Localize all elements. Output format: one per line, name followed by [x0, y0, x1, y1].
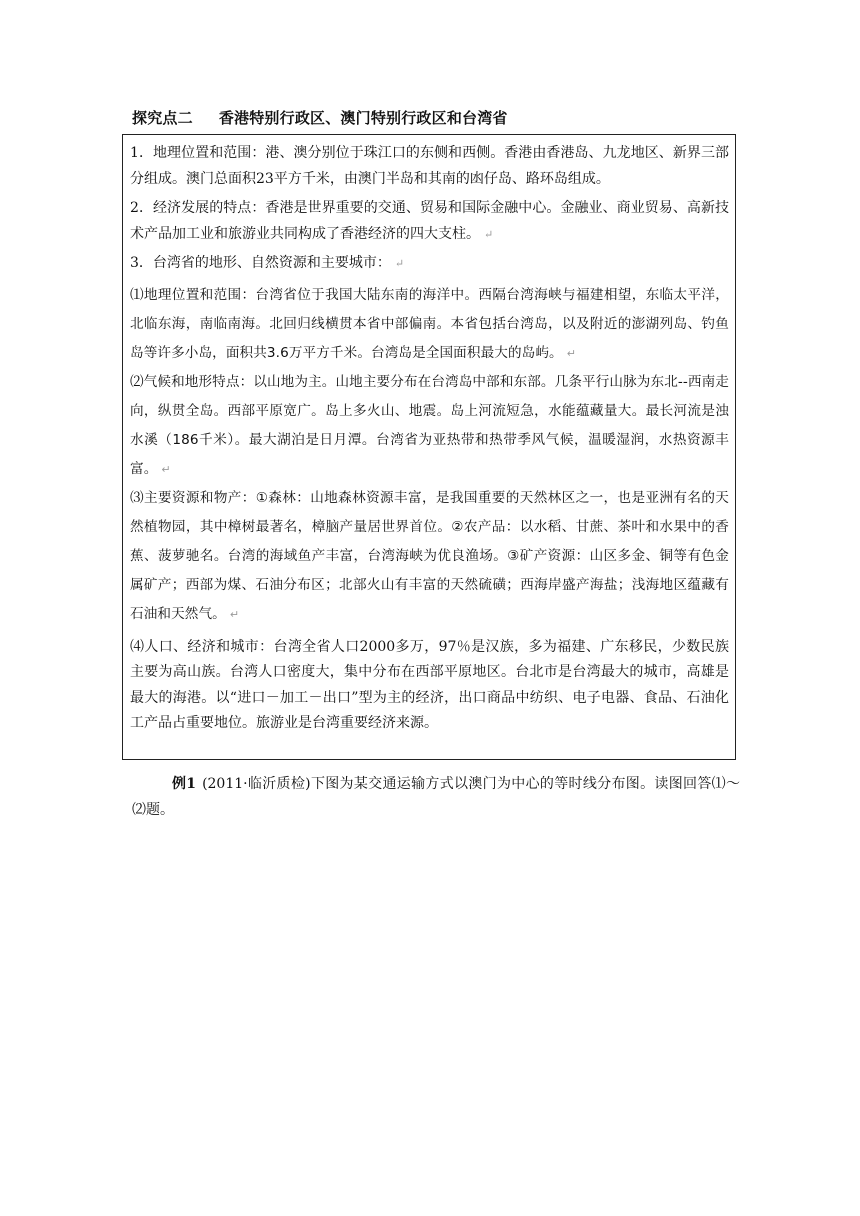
return-mark-icon: ↵ — [394, 257, 405, 270]
section-title: 香港特别行政区、澳门特别行政区和台湾省 — [218, 109, 508, 127]
section-label: 探究点二 — [132, 109, 193, 127]
return-mark-icon: ↵ — [566, 346, 577, 360]
example-question — [132, 771, 740, 823]
paragraph-taiwan-resources: ⑶主要资源和物产：①森林：山地森林资源丰富，是我国重要的天然林区之一，也是亚洲有名的天然植物园，其中樟树最著名，樟脑产量居世界首位。②农产品：以水稻、甘蔗、茶叶和水果中的香蕉、菠萝驰名。台湾的海域鱼产丰富，台湾海峡为优良渔场。③矿产资源：山区多金、铜等有色金属矿产；西部为煤、石油分布区；北部火山有丰富的天然硫磺；西海岸盛产海盐；浅海地区蕴藏有石油和天然气。 ↵ — [130, 489, 729, 622]
section-heading — [132, 107, 508, 128]
paragraph-taiwan-climate-terrain: ⑵气候和地形特点：以山地为主。山地主要分布在台湾岛中部和东部。几条平行山脉为东北--西南走向，纵贯全岛。西部平原宽广。岛上多火山、地震。岛上河流短急，水能蕴藏量大。最长河流是浊水溪（186千米）。最大湖泊是日月潭。台湾省为亚热带和热带季风气候，温暖湿润，水热资源丰富。 ↵ — [130, 373, 729, 477]
return-mark-icon: ↵ — [484, 227, 494, 241]
paragraph-taiwan-population-economy: ⑷人口、经济和城市：台湾全省人口2000多万，97％是汉族，多为福建、广东移民，少数民族主要为高山族。台湾人口密度大，集中分布在西部平原地区。台北市是台湾最大的城市，高雄是最大的海港。以“进口－加工－出口”型为主的经济，出口商品中纺织、电子电器、食品、石油化工产品占重要地位。旅游业是台湾重要经济来源。 — [130, 638, 729, 731]
paragraph-taiwan-location: ⑴地理位置和范围：台湾省位于我国大陆东南的海洋中。西隔台湾海峡与福建相望，东临太平洋，北临东海，南临南海。北回归线横贯本省中部偏南。本省包括台湾岛，以及附近的澎湖列岛、钓鱼岛等许多小岛，面积共3.6万平方千米。台湾岛是全国面积最大的岛屿。 ↵ — [130, 286, 729, 361]
return-mark-icon: ↵ — [161, 462, 171, 476]
paragraph-hk-economy: 2．经济发展的特点：香港是世界重要的交通、贸易和国际金融中心。金融业、商业贸易、高新技术产品加工业和旅游业共同构成了香港经济的四大支柱。 ↵ — [130, 200, 729, 242]
paragraph-taiwan-intro: 3．台湾省的地形、自然资源和主要城市： ↵ — [130, 255, 405, 271]
return-mark-icon: ↵ — [229, 607, 240, 621]
content-box — [122, 134, 736, 760]
paragraph-location-hk-macau: 1．地理位置和范围：港、澳分别位于珠江口的东侧和西侧。香港由香港岛、九龙地区、新界三部分组成。澳门总面积23平方千米，由澳门半岛和其南的凼仔岛、路环岛组成。 — [130, 145, 729, 187]
example-label: 例1 — [172, 776, 197, 792]
example-text: (2011·临沂质检)下图为某交通运输方式以澳门为中心的等时线分布图。读图回答⑴～⑵题。 — [132, 776, 740, 818]
